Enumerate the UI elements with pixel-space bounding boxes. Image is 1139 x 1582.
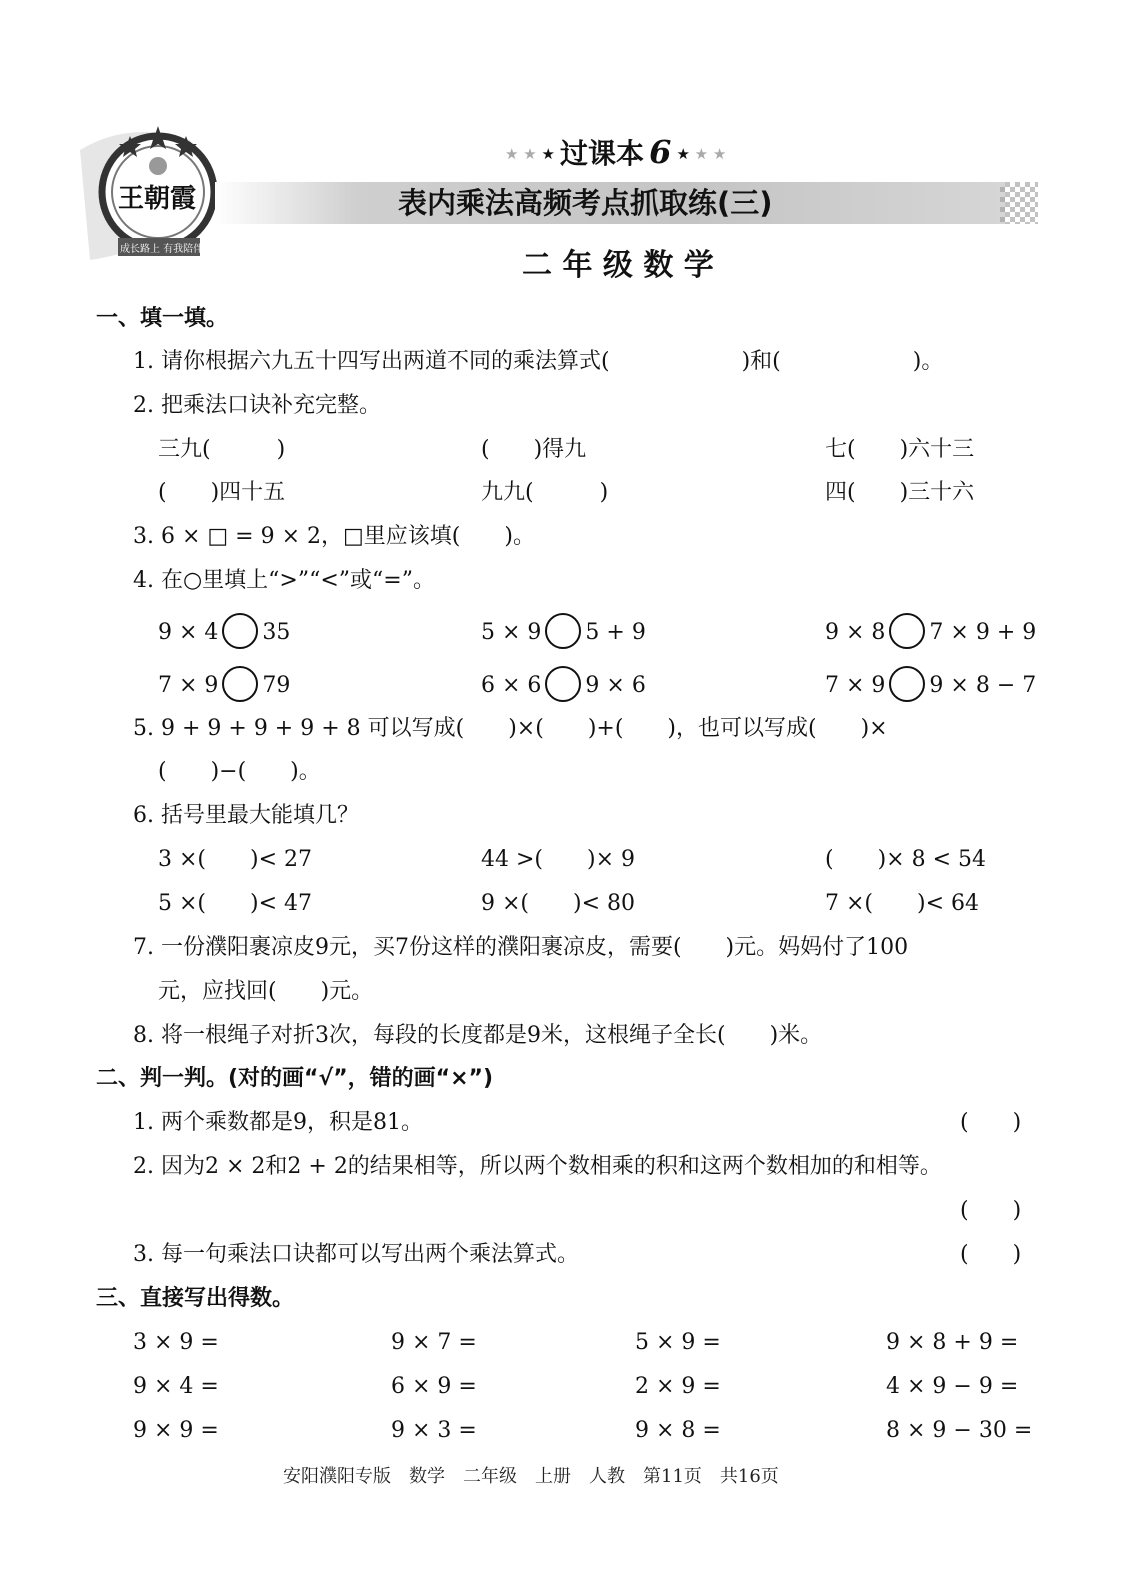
q6-cell: 5 ×( )< 47 <box>158 891 313 916</box>
q2-cell: 七( )六十三 <box>825 437 975 462</box>
q2-cell: 四( )三十六 <box>825 480 975 505</box>
q6-prompt: 6. 括号里最大能填几？ <box>133 803 359 828</box>
q7-line1: 7. 一份濮阳裹凉皮9元，买7份这样的濮阳裹凉皮，需要( )元。妈妈付了100 <box>133 935 909 960</box>
compare-circle[interactable] <box>545 666 581 702</box>
calc-item: 9 × 8 + 9 = <box>886 1330 1019 1355</box>
q1-text: 1. 请你根据六九五十四写出两道不同的乘法算式( )和( )。 <box>133 349 944 374</box>
compare-item <box>481 615 646 651</box>
compare-left: 5 × 9 <box>481 620 542 645</box>
subject-title: 二 年 级 数 学 <box>522 248 714 283</box>
checker-decoration-icon <box>1000 182 1038 224</box>
compare-item <box>481 668 646 704</box>
section2-heading: 二、判一判。(对的画“√”，错的画“×”) <box>96 1066 494 1091</box>
compare-item <box>825 668 1036 704</box>
calc-item: 4 × 9 − 9 = <box>886 1374 1019 1399</box>
calc-item: 9 × 9 = <box>133 1418 219 1443</box>
series-title-row <box>505 132 727 171</box>
series-title: 过课本 <box>559 137 644 170</box>
calc-item: 9 × 4 = <box>133 1374 219 1399</box>
compare-left: 9 × 4 <box>158 620 219 645</box>
compare-circle[interactable] <box>545 613 581 649</box>
compare-circle[interactable] <box>889 666 925 702</box>
star-row-right-icon: ★ ★ ★ <box>676 145 727 163</box>
q3-text: 3. 6 × □ = 9 × 2，□里应该填( )。 <box>133 524 535 549</box>
calc-item: 6 × 9 = <box>391 1374 477 1399</box>
calc-item: 9 × 3 = <box>391 1418 477 1443</box>
page-footer: 安阳濮阳专版 数学 二年级 上册 人教 第11页 共16页 <box>283 1466 779 1487</box>
q2-cell: 九九( ) <box>481 480 609 505</box>
compare-circle[interactable] <box>889 613 925 649</box>
q2-prompt: 2. 把乘法口诀补充完整。 <box>133 393 381 418</box>
q6-cell: 9 ×( )< 80 <box>481 891 636 916</box>
judge-blank[interactable]: ( ) <box>960 1242 1022 1267</box>
calc-item: 3 × 9 = <box>133 1330 219 1355</box>
judge-q1: 1. 两个乘数都是9，积是81。 <box>133 1110 423 1135</box>
calc-item: 2 × 9 = <box>635 1374 721 1399</box>
series-number: 6 <box>649 133 672 171</box>
compare-right: 79 <box>262 673 291 698</box>
q5-line2: ( )−( )。 <box>158 759 321 784</box>
calc-item: 9 × 7 = <box>391 1330 477 1355</box>
compare-circle[interactable] <box>222 666 258 702</box>
compare-item <box>158 668 290 704</box>
logo-tagline: 成长路上 有我陪伴 <box>120 244 204 255</box>
q7-line2: 元，应找回( )元。 <box>158 979 374 1004</box>
calc-item: 8 × 9 − 30 = <box>886 1418 1033 1443</box>
judge-blank[interactable]: ( ) <box>960 1110 1022 1135</box>
compare-left: 7 × 9 <box>825 673 886 698</box>
calc-item: 9 × 8 = <box>635 1418 721 1443</box>
compare-item <box>825 615 1036 651</box>
q6-cell: 7 ×( )< 64 <box>825 891 980 916</box>
q6-cell: ( )× 8 < 54 <box>825 847 987 872</box>
compare-item <box>158 615 290 651</box>
q2-cell: ( )得九 <box>481 437 587 462</box>
judge-blank[interactable]: ( ) <box>960 1198 1022 1223</box>
star-row-left-icon: ★ ★ ★ <box>505 145 555 163</box>
q6-cell: 44 >( )× 9 <box>481 847 636 872</box>
compare-left: 9 × 8 <box>825 620 886 645</box>
compare-circle[interactable] <box>222 613 258 649</box>
logo-name: 王朝霞 <box>118 184 197 214</box>
q6-cell: 3 ×( )< 27 <box>158 847 313 872</box>
q5-line1: 5. 9 + 9 + 9 + 9 + 8 可以写成( )×( )+( )，也可以写成( )× <box>133 716 888 741</box>
compare-right: 9 × 8 − 7 <box>929 673 1037 698</box>
q4-prompt: 4. 在○里填上“>”“<”或“=”。 <box>133 568 435 593</box>
judge-q3: 3. 每一句乘法口诀都可以写出两个乘法算式。 <box>133 1242 579 1267</box>
calc-item: 5 × 9 = <box>635 1330 721 1355</box>
compare-left: 7 × 9 <box>158 673 219 698</box>
compare-right: 9 × 6 <box>585 673 646 698</box>
section3-heading: 三、直接写出得数。 <box>96 1286 295 1311</box>
q2-cell: ( )四十五 <box>158 480 286 505</box>
section1-heading: 一、填一填。 <box>96 306 229 331</box>
compare-right: 7 × 9 + 9 <box>929 620 1037 645</box>
q2-cell: 三九( ) <box>158 437 286 462</box>
worksheet-title: 表内乘法高频考点抓取练(三) <box>398 186 773 220</box>
judge-q2: 2. 因为2 × 2和2 + 2的结果相等，所以两个数相乘的积和这两个数相加的和相等。 <box>133 1154 942 1179</box>
compare-right: 35 <box>262 620 291 645</box>
compare-right: 5 + 9 <box>585 620 646 645</box>
compare-left: 6 × 6 <box>481 673 542 698</box>
q8-text: 8. 将一根绳子对折3次，每段的长度都是9米，这根绳子全长( )米。 <box>133 1023 823 1048</box>
